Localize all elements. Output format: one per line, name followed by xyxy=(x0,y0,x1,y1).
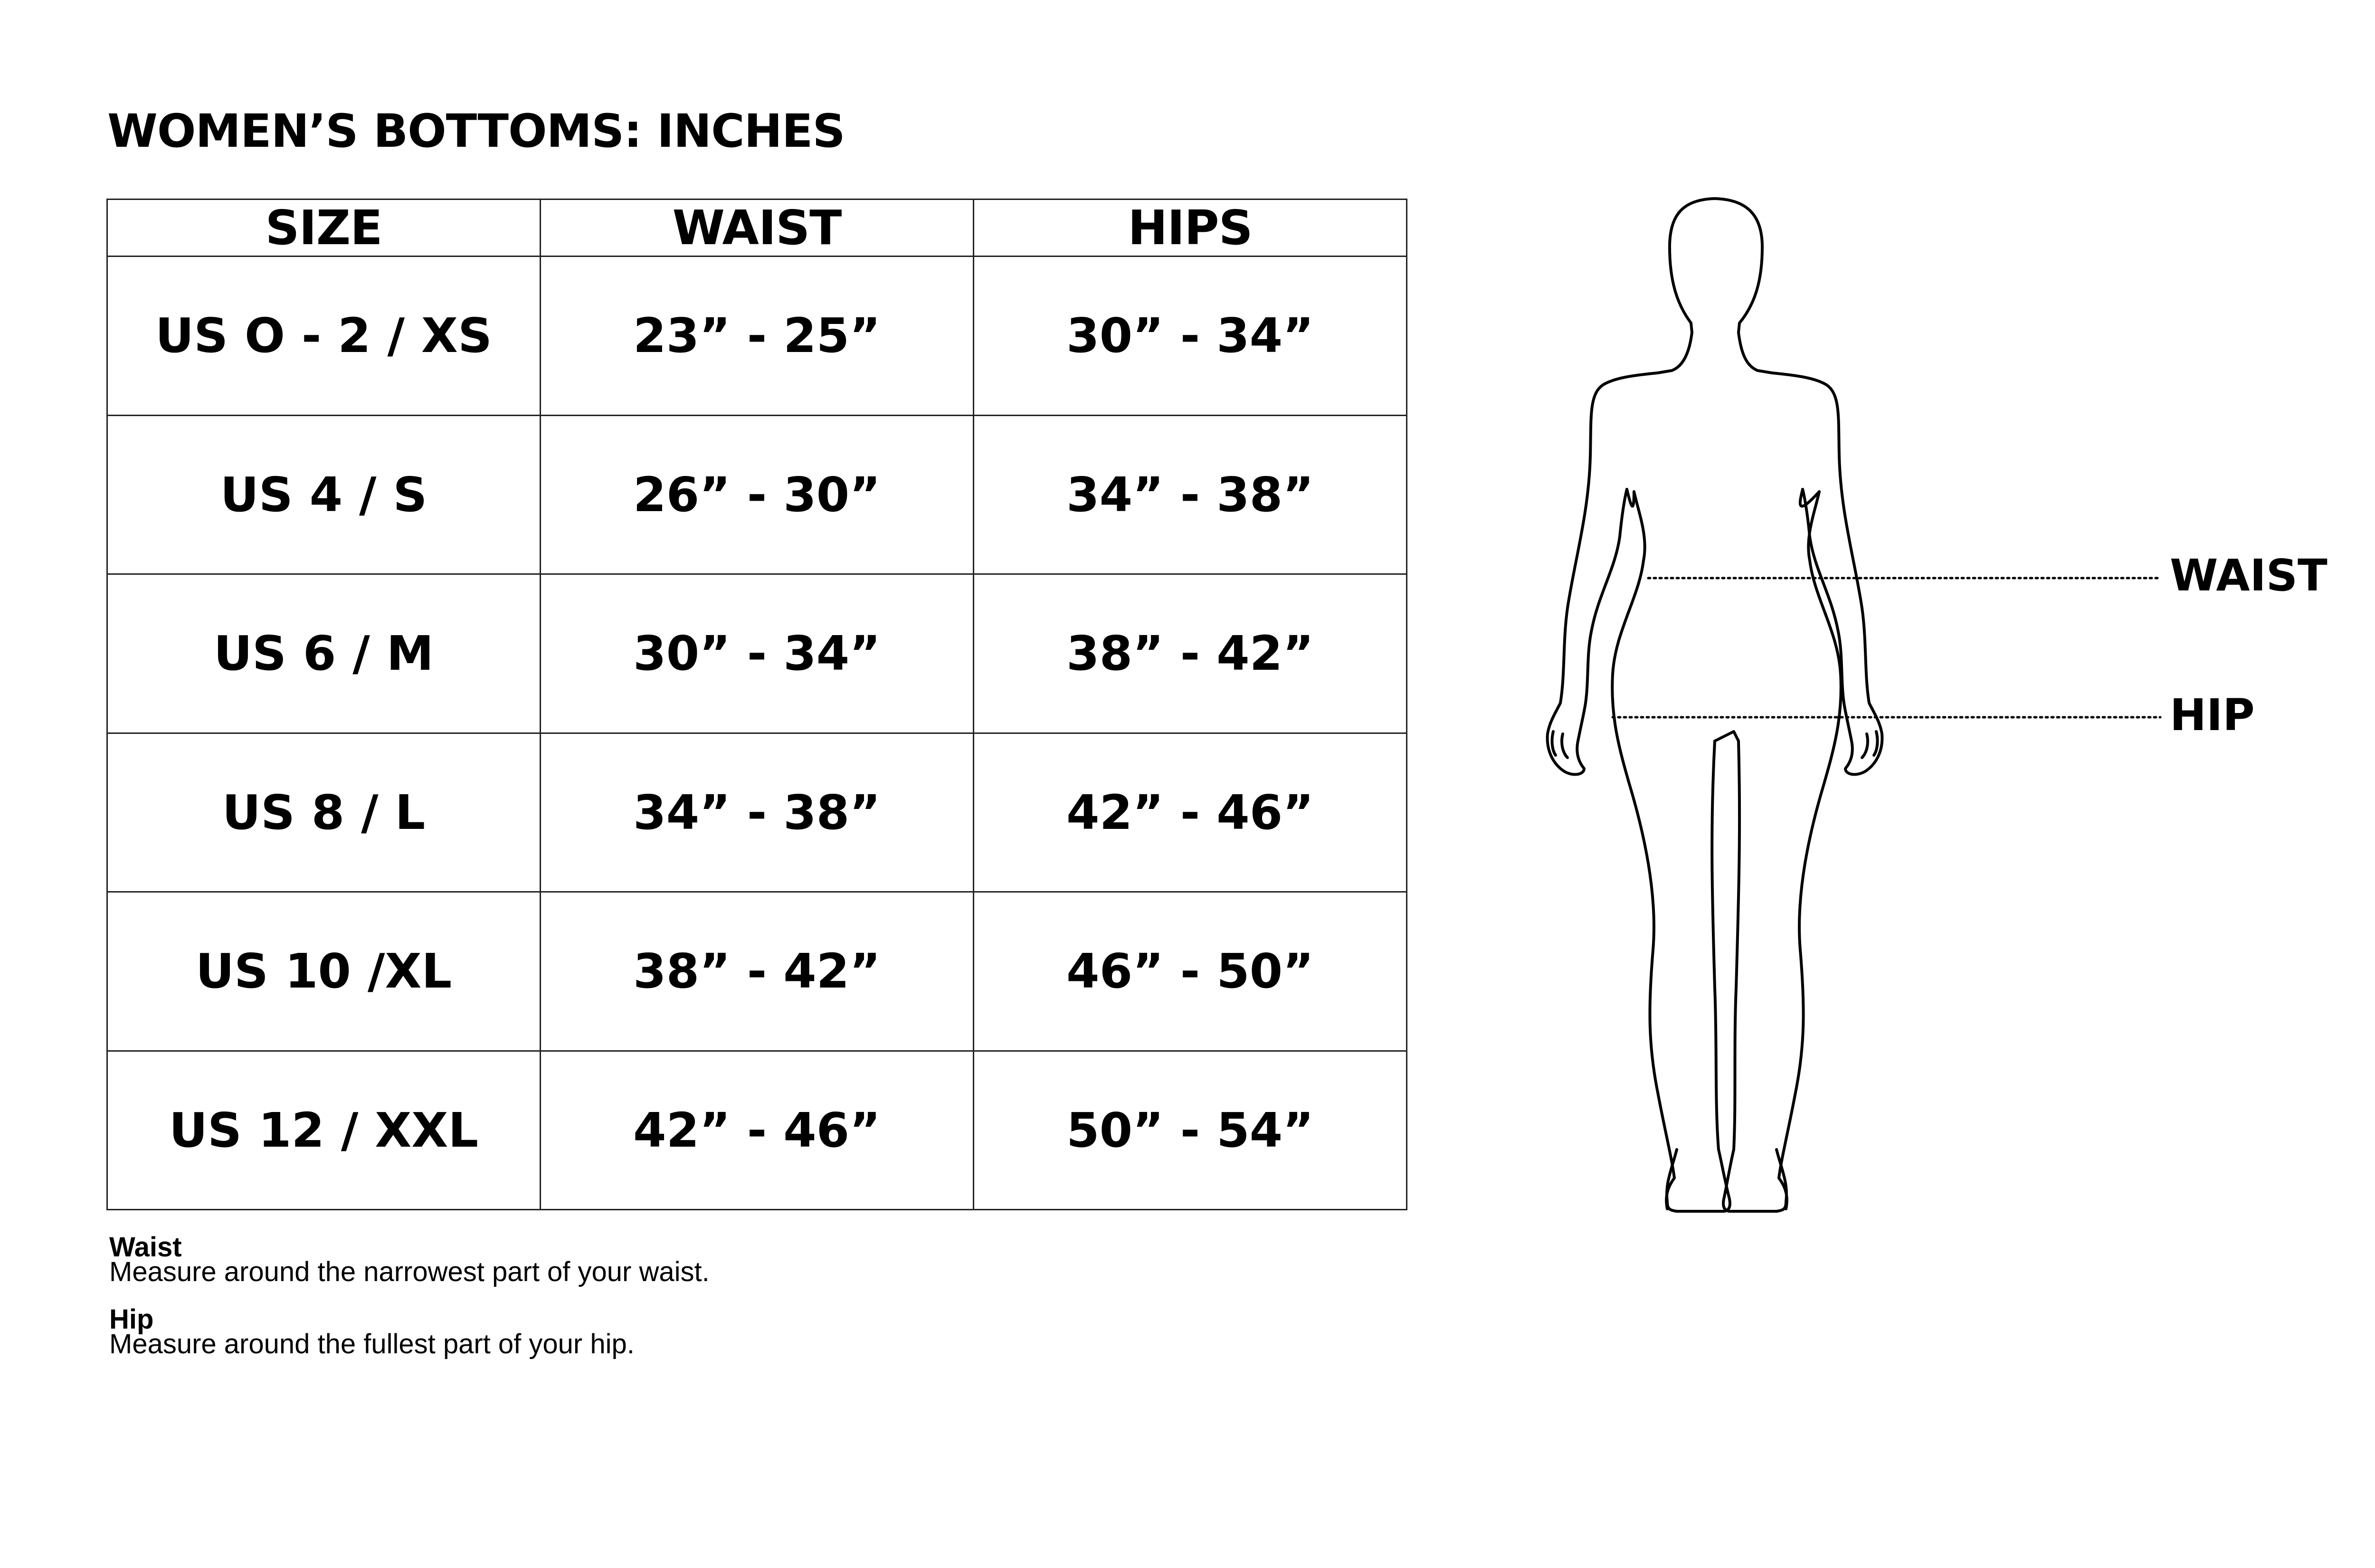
body-outline xyxy=(1548,199,1882,1211)
waist-cell: 38” - 42” xyxy=(541,892,974,1051)
left-shoulder-arm xyxy=(1548,373,1658,774)
size-cell: US 10 /XL xyxy=(107,892,541,1051)
right-arm-inner xyxy=(1800,489,1819,506)
size-cell: US 8 / L xyxy=(107,733,541,892)
neck-left xyxy=(1658,323,1692,373)
waist-note-heading: Waist xyxy=(109,1232,182,1263)
hips-cell: 46” - 50” xyxy=(974,892,1407,1051)
right-shoulder-arm xyxy=(1772,373,1882,774)
hips-cell: 42” - 46” xyxy=(974,733,1407,892)
hips-cell: 50” - 54” xyxy=(974,1051,1407,1210)
left-arm-inner xyxy=(1627,489,1634,506)
crotch xyxy=(1715,732,1738,741)
waist-cell: 30” - 34” xyxy=(541,574,974,733)
hips-cell: 38” - 42” xyxy=(974,574,1407,733)
measurement-lines xyxy=(1613,578,2160,717)
page-title: WOMEN’S BOTTOMS: INCHES xyxy=(107,105,845,158)
table-row xyxy=(107,733,1407,892)
left-foot xyxy=(1667,1150,1730,1211)
hips-cell: 34” - 38” xyxy=(974,415,1407,574)
header-waist: WAIST xyxy=(541,200,974,257)
waist-cell: 23” - 25” xyxy=(541,257,974,416)
table-row xyxy=(107,1051,1407,1210)
waist-cell: 42” - 46” xyxy=(541,1051,974,1210)
inner-leg-right xyxy=(1734,741,1739,1150)
hip-note-heading: Hip xyxy=(109,1304,154,1335)
measurement-notes xyxy=(109,1232,710,1379)
table-header-row xyxy=(107,200,1407,257)
size-cell: US O - 2 / XS xyxy=(107,257,541,416)
right-torso xyxy=(1779,492,1841,1209)
right-hand-detail xyxy=(1862,732,1877,758)
size-chart-table xyxy=(106,199,1407,1210)
waist-cell: 34” - 38” xyxy=(541,733,974,892)
waist-note xyxy=(109,1232,710,1287)
hip-label: HIP xyxy=(2170,690,2255,741)
inner-leg-left xyxy=(1712,741,1719,1150)
header-size: SIZE xyxy=(107,200,541,257)
table-row xyxy=(107,892,1407,1051)
hips-cell: 30” - 34” xyxy=(974,257,1407,416)
table-row xyxy=(107,257,1407,416)
table-row xyxy=(107,415,1407,574)
left-hand-detail xyxy=(1552,732,1568,758)
size-cell: US 12 / XXL xyxy=(107,1051,541,1210)
size-cell: US 4 / S xyxy=(107,415,541,574)
waist-label: WAIST xyxy=(2170,550,2328,601)
left-torso xyxy=(1612,492,1674,1209)
right-foot xyxy=(1723,1150,1786,1211)
waist-cell: 26” - 30” xyxy=(541,415,974,574)
table-row xyxy=(107,574,1407,733)
waist-note-text: Measure around the narrowest part of your waist. xyxy=(109,1256,710,1287)
hip-note-text: Measure around the fullest part of your hip. xyxy=(109,1329,635,1359)
header-hips: HIPS xyxy=(974,200,1407,257)
head-outline xyxy=(1670,199,1772,373)
size-cell: US 6 / M xyxy=(107,574,541,733)
hip-note xyxy=(109,1304,710,1359)
